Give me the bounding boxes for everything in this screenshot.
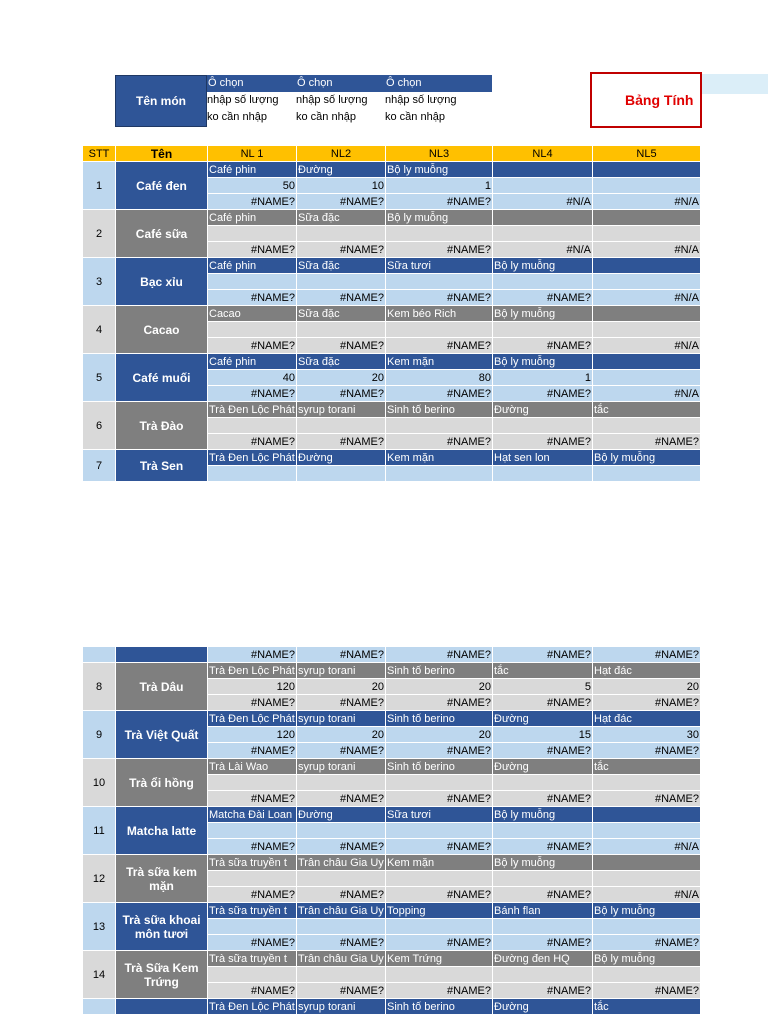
quantity-input[interactable]	[593, 178, 701, 194]
ingredient-select[interactable]: tắc	[593, 759, 701, 775]
ingredient-row	[83, 258, 701, 274]
stt-cell: 12	[83, 855, 116, 903]
header-row	[83, 146, 701, 162]
quantity-input[interactable]	[493, 823, 593, 839]
quantity-input[interactable]	[208, 466, 297, 482]
result-cell: #NAME?	[208, 242, 297, 258]
ingredient-select[interactable]: Sữa đặc	[297, 210, 386, 226]
ingredient-row	[83, 663, 701, 679]
result-cell: #NAME?	[208, 983, 297, 999]
result-cell: #NAME?	[386, 983, 493, 999]
result-cell: #NAME?	[297, 242, 386, 258]
quantity-input[interactable]: 20	[386, 727, 493, 743]
ingredient-select[interactable]: Kem Trứng	[386, 951, 493, 967]
quantity-input[interactable]: 20	[297, 370, 386, 386]
quantity-input[interactable]	[493, 871, 593, 887]
drink-name: Bạc xỉu	[116, 258, 208, 306]
ingredient-select[interactable]	[493, 210, 593, 226]
quantity-input[interactable]	[593, 823, 701, 839]
quantity-input[interactable]	[593, 967, 701, 983]
drink-name: Trà Dâu	[116, 663, 208, 711]
quantity-input[interactable]	[297, 967, 386, 983]
result-cell: #NAME?	[493, 887, 593, 903]
ingredient-row	[83, 999, 701, 1015]
ingredient-select[interactable]	[593, 354, 701, 370]
result-cell: #NAME?	[593, 935, 701, 951]
drink-name: Cacao	[116, 306, 208, 354]
ingredient-select[interactable]: syrup torani	[297, 999, 386, 1015]
ingredient-row	[83, 354, 701, 370]
stt-cell: 1	[83, 162, 116, 210]
quantity-input[interactable]	[297, 418, 386, 434]
quantity-input[interactable]	[386, 466, 493, 482]
ingredient-row	[83, 903, 701, 919]
quantity-input[interactable]	[386, 775, 493, 791]
ingredient-select[interactable]: Đường	[493, 402, 593, 418]
ingredient-select[interactable]: Café phin	[208, 162, 297, 178]
ingredient-select[interactable]: Bộ ly muỗng	[493, 306, 593, 322]
result-cell: #NAME?	[297, 983, 386, 999]
ingredient-select[interactable]: Bộ ly muỗng	[493, 807, 593, 823]
result-cell: #NAME?	[493, 791, 593, 807]
quantity-input[interactable]	[208, 322, 297, 338]
title-cell-extension	[702, 74, 768, 94]
drink-name: Trà sữa kem mặn	[116, 855, 208, 903]
result-cell: #NAME?	[593, 983, 701, 999]
legend-option-label[interactable]: Ô chọn	[385, 75, 492, 92]
ingredient-select[interactable]: Bộ ly muỗng	[386, 210, 493, 226]
result-cell: #NAME?	[297, 839, 386, 855]
quantity-input[interactable]	[297, 823, 386, 839]
result-cell: #NAME?	[386, 935, 493, 951]
legend-none-label: ko cần nhập	[207, 109, 296, 126]
result-cell: #NAME?	[208, 647, 297, 663]
ingredient-row	[83, 210, 701, 226]
legend-qty-label: nhập số lượng	[385, 92, 492, 109]
result-cell: #NAME?	[297, 695, 386, 711]
quantity-input[interactable]	[386, 226, 493, 242]
ingredient-row	[83, 162, 701, 178]
ingredient-select[interactable]: Kem mặn	[386, 354, 493, 370]
result-cell: #NAME?	[297, 194, 386, 210]
result-cell: #N/A	[593, 290, 701, 306]
stt-cell: 6	[83, 402, 116, 450]
quantity-input[interactable]	[208, 967, 297, 983]
result-cell: #NAME?	[386, 338, 493, 354]
quantity-input[interactable]	[493, 466, 593, 482]
ingredient-row	[83, 711, 701, 727]
stt-cell	[83, 999, 116, 1015]
result-cell: #NAME?	[493, 839, 593, 855]
ingredient-select[interactable]	[593, 162, 701, 178]
result-cell: #N/A	[593, 194, 701, 210]
result-cell: #NAME?	[208, 338, 297, 354]
ingredient-select[interactable]	[593, 855, 701, 871]
quantity-input[interactable]	[386, 919, 493, 935]
calculation-sheet-title: Bảng Tính	[590, 72, 702, 128]
result-cell: #NAME?	[297, 386, 386, 402]
ingredient-select[interactable]: Hạt sen lon	[493, 450, 593, 466]
quantity-input[interactable]	[208, 226, 297, 242]
legend-column-3	[385, 75, 492, 126]
quantity-input[interactable]: 120	[208, 679, 297, 695]
result-cell: #N/A	[593, 887, 701, 903]
quantity-input[interactable]: 1	[386, 178, 493, 194]
ingredient-select[interactable]: Trân châu Gia Uy	[298, 856, 384, 869]
result-cell: #NAME?	[297, 743, 386, 759]
ingredient-select[interactable]: Trà Đen Lộc Phát	[209, 712, 295, 725]
ingredient-select[interactable]: Trà sữa truyền t	[208, 903, 297, 919]
quantity-input[interactable]: 20	[593, 679, 701, 695]
quantity-input[interactable]	[208, 919, 297, 935]
quantity-input[interactable]	[297, 775, 386, 791]
quantity-input[interactable]	[297, 322, 386, 338]
result-cell: #NAME?	[208, 386, 297, 402]
ingredient-select[interactable]: Trà sữa truyền t	[208, 855, 297, 871]
header-ingredient-2: NL2	[297, 146, 386, 162]
quantity-input[interactable]	[493, 322, 593, 338]
ingredient-select[interactable]: Bộ ly muỗng	[493, 855, 593, 871]
result-cell: #NAME?	[297, 887, 386, 903]
legend-none-label: ko cần nhập	[296, 109, 385, 126]
result-cell: #NAME?	[593, 743, 701, 759]
result-cell: #NAME?	[386, 290, 493, 306]
ingredient-row	[83, 759, 701, 775]
drink-name	[116, 999, 208, 1015]
drink-name: Café muối	[116, 354, 208, 402]
quantity-input[interactable]: 40	[208, 370, 297, 386]
stt-cell: 5	[83, 354, 116, 402]
result-cell: #NAME?	[493, 434, 593, 450]
ingredient-select[interactable]: Trân châu Gia Uy	[298, 904, 384, 917]
quantity-input[interactable]: 30	[593, 727, 701, 743]
ingredient-row	[83, 306, 701, 322]
legend-option-label[interactable]: Ô chọn	[207, 75, 296, 92]
quantity-input[interactable]	[593, 418, 701, 434]
drink-name	[116, 647, 208, 663]
quantity-input[interactable]	[493, 967, 593, 983]
legend-column-2	[296, 75, 385, 126]
result-cell: #N/A	[493, 194, 593, 210]
quantity-input[interactable]	[493, 178, 593, 194]
result-cell: #NAME?	[297, 935, 386, 951]
ingredient-select[interactable]: Bánh flan	[493, 903, 593, 919]
quantity-input[interactable]	[208, 823, 297, 839]
recipe-table-bottom	[82, 646, 701, 1015]
stt-cell: 4	[83, 306, 116, 354]
ingredient-select[interactable]: Café phin	[208, 210, 297, 226]
quantity-input[interactable]	[593, 466, 701, 482]
quantity-input[interactable]	[297, 274, 386, 290]
ingredient-row	[83, 951, 701, 967]
ingredient-row	[83, 450, 701, 466]
result-cell: #NAME?	[208, 935, 297, 951]
result-cell: #NAME?	[297, 647, 386, 663]
ingredient-select[interactable]: Trà Lài Wao	[208, 759, 297, 775]
quantity-input[interactable]	[593, 871, 701, 887]
drink-name: Trà Việt Quất	[116, 711, 208, 759]
ingredient-select[interactable]: Trân châu Gia Uy	[298, 952, 384, 965]
ingredient-select[interactable]: Bộ ly muỗng	[386, 162, 493, 178]
ingredient-select[interactable]: Hạt đác	[593, 663, 701, 679]
ingredient-select[interactable]: Sữa đặc	[297, 258, 386, 274]
quantity-input[interactable]: 15	[493, 727, 593, 743]
header-ingredient-4: NL4	[493, 146, 593, 162]
ingredient-select[interactable]: Đường đen HQ	[493, 951, 593, 967]
header-name: Tên	[116, 146, 208, 162]
ingredient-select[interactable]: Đường	[493, 999, 593, 1015]
quantity-input[interactable]	[386, 322, 493, 338]
drink-name: Café đen	[116, 162, 208, 210]
quantity-input[interactable]	[593, 226, 701, 242]
ingredient-select[interactable]: Sinh tố berino	[386, 759, 493, 775]
result-cell: #NAME?	[386, 242, 493, 258]
ingredient-select[interactable]: Kem béo Rich	[386, 306, 493, 322]
ingredient-select[interactable]: Sữa tươi	[386, 807, 493, 823]
result-cell: #NAME?	[208, 290, 297, 306]
quantity-input[interactable]	[386, 418, 493, 434]
quantity-input[interactable]: 120	[208, 727, 297, 743]
ingredient-select[interactable]: Topping	[386, 903, 493, 919]
recipe-table-top	[82, 145, 701, 482]
ingredient-select[interactable]: Trà sữa truyền t	[208, 951, 297, 967]
result-cell: #NAME?	[297, 791, 386, 807]
result-cell: #NAME?	[297, 434, 386, 450]
ingredient-select[interactable]: Sinh tố berino	[386, 663, 493, 679]
legend-option-label[interactable]: Ô chọn	[296, 75, 385, 92]
quantity-input[interactable]	[386, 823, 493, 839]
continued-result-row	[83, 647, 701, 663]
header-ingredient-1: NL 1	[208, 146, 297, 162]
stt-cell: 7	[83, 450, 116, 482]
ingredient-select[interactable]: Trà Đen Lộc Phát	[209, 664, 295, 677]
quantity-input[interactable]: 1	[493, 370, 593, 386]
ingredient-select[interactable]: Sinh tố berino	[386, 402, 493, 418]
quantity-input[interactable]: 5	[493, 679, 593, 695]
ingredient-select[interactable]: Trà Đen Lộc Phát	[209, 403, 295, 416]
quantity-input[interactable]: 50	[208, 178, 297, 194]
quantity-input[interactable]	[297, 226, 386, 242]
result-cell: #NAME?	[386, 695, 493, 711]
ingredient-row	[83, 402, 701, 418]
result-cell: #NAME?	[493, 695, 593, 711]
ingredient-select[interactable]: Cacao	[208, 306, 297, 322]
ingredient-select[interactable]: tắc	[593, 402, 701, 418]
ingredient-select[interactable]: Đường	[493, 759, 593, 775]
quantity-input[interactable]	[297, 466, 386, 482]
quantity-input[interactable]	[297, 919, 386, 935]
stt-cell: 3	[83, 258, 116, 306]
stt-cell: 10	[83, 759, 116, 807]
drink-name: Trà sữa khoai môn tươi	[116, 903, 208, 951]
ingredient-select[interactable]: syrup torani	[297, 663, 386, 679]
result-cell: #NAME?	[208, 194, 297, 210]
quantity-input[interactable]	[297, 871, 386, 887]
stt-cell: 2	[83, 210, 116, 258]
result-cell: #N/A	[593, 839, 701, 855]
result-cell: #N/A	[593, 242, 701, 258]
result-cell: #NAME?	[593, 695, 701, 711]
result-cell: #NAME?	[386, 839, 493, 855]
legend-none-label: ko cần nhập	[385, 109, 492, 126]
ingredient-select[interactable]: Sữa tươi	[386, 258, 493, 274]
result-cell: #NAME?	[493, 647, 593, 663]
quantity-input[interactable]	[593, 370, 701, 386]
ingredient-select[interactable]	[493, 162, 593, 178]
ingredient-select[interactable]: Bộ ly muỗng	[493, 258, 593, 274]
header-ingredient-5: NL5	[593, 146, 701, 162]
result-cell: #N/A	[593, 338, 701, 354]
drink-name: Matcha latte	[116, 807, 208, 855]
legend-qty-label: nhập số lượng	[296, 92, 385, 109]
ingredient-select[interactable]: Sữa đặc	[297, 306, 386, 322]
ingredient-select[interactable]: Đường	[493, 711, 593, 727]
ingredient-select[interactable]: Bộ ly muỗng	[493, 354, 593, 370]
ingredient-select[interactable]: Đường	[297, 162, 386, 178]
ingredient-select[interactable]: Bộ ly muỗng	[593, 450, 701, 466]
result-cell: #NAME?	[386, 386, 493, 402]
drink-name: Trà Sữa Kem Trứng	[116, 951, 208, 999]
quantity-input[interactable]	[593, 775, 701, 791]
ingredient-select[interactable]: Đường	[297, 450, 386, 466]
result-cell: #NAME?	[297, 290, 386, 306]
ingredient-select[interactable]: Sinh tố berino	[386, 711, 493, 727]
ingredient-row	[83, 855, 701, 871]
ingredient-select[interactable]: Bộ ly muỗng	[593, 903, 701, 919]
ingredient-select[interactable]: tắc	[493, 663, 593, 679]
legend-title: Tên món	[115, 75, 207, 127]
quantity-input[interactable]	[208, 775, 297, 791]
quantity-input[interactable]	[386, 967, 493, 983]
ingredient-select[interactable]: Bộ ly muỗng	[593, 951, 701, 967]
quantity-input[interactable]: 20	[386, 679, 493, 695]
quantity-input[interactable]: 10	[297, 178, 386, 194]
ingredient-select[interactable]: Hạt đác	[593, 711, 701, 727]
drink-name: Trà Đào	[116, 402, 208, 450]
ingredient-select[interactable]: Trà Đen Lộc Phát	[209, 1000, 295, 1013]
quantity-input[interactable]: 20	[297, 679, 386, 695]
result-cell: #NAME?	[208, 839, 297, 855]
result-cell: #NAME?	[386, 791, 493, 807]
result-cell: #NAME?	[208, 743, 297, 759]
legend-column-1	[207, 75, 296, 126]
drink-name: Trà Sen	[116, 450, 208, 482]
stt-cell: 9	[83, 711, 116, 759]
stt-cell: 11	[83, 807, 116, 855]
ingredient-select[interactable]: Café phin	[208, 354, 297, 370]
stt-cell	[83, 647, 116, 663]
drink-name: Trà ổi hồng	[116, 759, 208, 807]
ingredient-select[interactable]: Sinh tố berino	[386, 999, 493, 1015]
quantity-input[interactable]: 20	[297, 727, 386, 743]
ingredient-select[interactable]: Kem mặn	[386, 450, 493, 466]
quantity-input[interactable]	[208, 871, 297, 887]
result-cell: #NAME?	[493, 338, 593, 354]
quantity-input[interactable]	[593, 919, 701, 935]
result-cell: #NAME?	[208, 434, 297, 450]
ingredient-select[interactable]	[593, 306, 701, 322]
stt-cell: 13	[83, 903, 116, 951]
result-cell: #NAME?	[386, 647, 493, 663]
result-cell: #NAME?	[593, 791, 701, 807]
ingredient-select[interactable]: tắc	[593, 999, 701, 1015]
quantity-input[interactable]	[208, 274, 297, 290]
result-cell: #NAME?	[593, 647, 701, 663]
ingredient-select[interactable]: Kem mặn	[386, 855, 493, 871]
quantity-input[interactable]	[593, 322, 701, 338]
ingredient-select[interactable]: Trà Đen Lộc Phát	[209, 451, 295, 464]
stt-cell: 8	[83, 663, 116, 711]
ingredient-select[interactable]	[593, 807, 701, 823]
result-cell: #NAME?	[386, 887, 493, 903]
result-cell: #NAME?	[593, 434, 701, 450]
ingredient-select[interactable]	[593, 258, 701, 274]
result-cell: #NAME?	[493, 386, 593, 402]
ingredient-select[interactable]: Sữa đặc	[297, 354, 386, 370]
ingredient-select[interactable]	[593, 210, 701, 226]
quantity-input[interactable]	[493, 775, 593, 791]
result-cell: #NAME?	[386, 743, 493, 759]
header-ingredient-3: NL3	[386, 146, 493, 162]
quantity-input[interactable]: 80	[386, 370, 493, 386]
result-cell: #NAME?	[208, 695, 297, 711]
quantity-input[interactable]	[493, 418, 593, 434]
quantity-input[interactable]	[493, 226, 593, 242]
legend-qty-label: nhập số lượng	[207, 92, 296, 109]
quantity-input[interactable]	[208, 418, 297, 434]
result-cell: #NAME?	[208, 887, 297, 903]
result-cell: #NAME?	[386, 434, 493, 450]
quantity-input[interactable]	[493, 274, 593, 290]
ingredient-select[interactable]: syrup torani	[297, 402, 386, 418]
result-cell: #NAME?	[493, 935, 593, 951]
ingredient-select[interactable]: Café phin	[208, 258, 297, 274]
stt-cell: 14	[83, 951, 116, 999]
result-cell: #N/A	[493, 242, 593, 258]
result-cell: #NAME?	[297, 338, 386, 354]
quantity-input[interactable]	[386, 274, 493, 290]
ingredient-row	[83, 807, 701, 823]
result-cell: #NAME?	[208, 791, 297, 807]
quantity-input[interactable]	[386, 871, 493, 887]
result-cell: #NAME?	[493, 983, 593, 999]
result-cell: #NAME?	[493, 290, 593, 306]
result-cell: #NAME?	[386, 194, 493, 210]
header-stt: STT	[83, 146, 116, 162]
result-cell: #N/A	[593, 386, 701, 402]
quantity-input[interactable]	[593, 274, 701, 290]
drink-name: Café sữa	[116, 210, 208, 258]
ingredient-select[interactable]: syrup torani	[297, 711, 386, 727]
ingredient-select[interactable]: Đường	[297, 807, 386, 823]
ingredient-select[interactable]: Matcha Đài Loan	[208, 807, 297, 823]
result-cell: #NAME?	[493, 743, 593, 759]
ingredient-select[interactable]: syrup torani	[297, 759, 386, 775]
quantity-input[interactable]	[493, 919, 593, 935]
